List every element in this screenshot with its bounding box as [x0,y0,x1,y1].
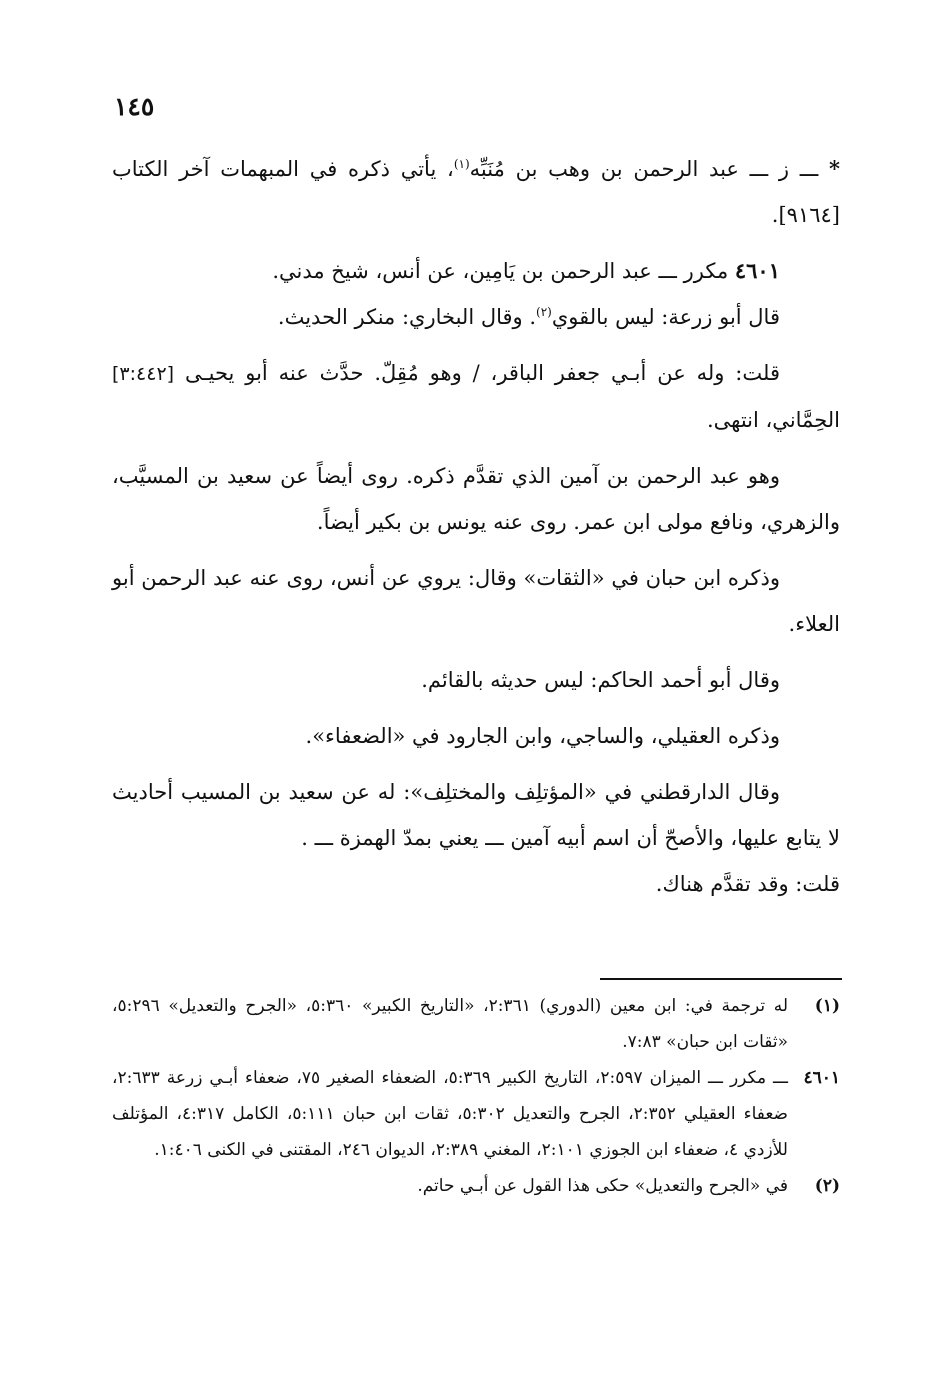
paragraph-closing: قلت: وقد تقدَّم هناك. [655,872,840,896]
paragraph-text: الحِمَّاني، انتهى. [706,408,840,432]
paragraph-text: قال أبو زرعة: ليس بالقوي [551,305,780,329]
footnote-text: له ترجمة في: ابن معين (الدوري) ٢:٣٦١، «التاريخ الكبير» ٥:٣٦٠، «الجرح والتعديل» ٥:٢٩٦، «ثقات ابن حبان» ٧:٨٣. [112,996,789,1052]
footnote-item [112,1060,840,1168]
paragraph-wahb [112,146,840,238]
paragraph-uqayli: وذكره العقيلي، والساجي، وابن الجارود في «الضعفاء». [305,724,780,748]
footnote-number: (٢) [814,1176,840,1196]
paragraph-amin: وهو عبد الرحمن بن آمين الذي تقدَّم ذكره. روى أيضاً عن سعيد بن المسيَّب، والزهري، ونافع مولى ابن عمر. روى عنه يونس بن بكير أيضاً. [112,464,840,534]
footnote-ref-1: (١) [453,157,470,171]
main-text [112,146,840,907]
footnote-number: (١) [814,996,840,1016]
paragraph-qultu [112,350,840,443]
paragraph-text: ـــ ز ـــ عبد الرحمن بن وهب بن مُنَبِّه [469,157,830,181]
paragraph-ibn-hibban: وذكره ابن حبان في «الثقات» وقال: يروي عن أنس، روى عنه عبد الرحمن أبو العلاء. [112,566,840,636]
footnote-text: ـــ مكرر ـــ الميزان ٢:٥٩٧، التاريخ الكبير ٥:٣٦٩، الضعفاء الصغير ٧٥، ضعفاء أبـي زرعة ٢:٦٣٣، ضعفاء العقيلي ٢:٣٥٢، الجرح والتعديل ٥:٣٠٢، ثقات ابن حبان ٥:١١١، الكامل ٤:٣١٧، المؤتلف للأزدي ٤، ضعفاء ابن الجوزي ٢:١٠١، المغني ٢:٣٨٩، الديوان ٢٤٦، المقتنى في الكنى ١:٤٠٦. [112,1068,788,1160]
entry-number: ٤٦٠١ [734,258,780,283]
paragraph-text: . وقال البخاري: منكر الحديث. [277,305,537,329]
footnote-item [112,1168,840,1204]
entry-title: مكرر ـــ عبد الرحمن بن يَامِين، عن أنس، شيخ مدني. [272,259,735,283]
footnote-divider [600,978,842,980]
footnotes [112,988,840,1204]
page-reference: [٣:٤٤٢] [112,363,175,385]
footnote-ref-2: (٢) [536,305,552,319]
paragraph-text: قلت: وله عن أبـي جعفر الباقر، / وهو مُقِلّ. حدَّث عنه أبو يحيـى [184,361,780,385]
page-number: ١٤٥ [114,92,155,121]
footnote-number: ٤٦٠١ [803,1068,840,1088]
asterisk-marker: * [829,156,840,181]
footnote-text: في «الجرح والتعديل» حكى هذا القول عن أبـي حاتم. [417,1176,788,1196]
paragraph-text: ، يأتي ذكره في المبهمات آخر الكتاب [٩١٦٤]. [112,157,840,227]
paragraph-hakim: وقال أبو أحمد الحاكم: ليس حديثه بالقائم. [421,668,780,692]
entry-heading [112,248,840,294]
footnote-item [112,988,840,1060]
paragraph-abu-zura [112,294,840,340]
paragraph-daraqutni: وقال الدارقطني في «المؤتلِف والمختلِف»: له عن سعيد بن المسيب أحاديث لا يتابع عليها، والأصحّ أن اسم أبيه آمين ـــ يعني بمدّ الهمزة ـــ . [112,780,840,850]
